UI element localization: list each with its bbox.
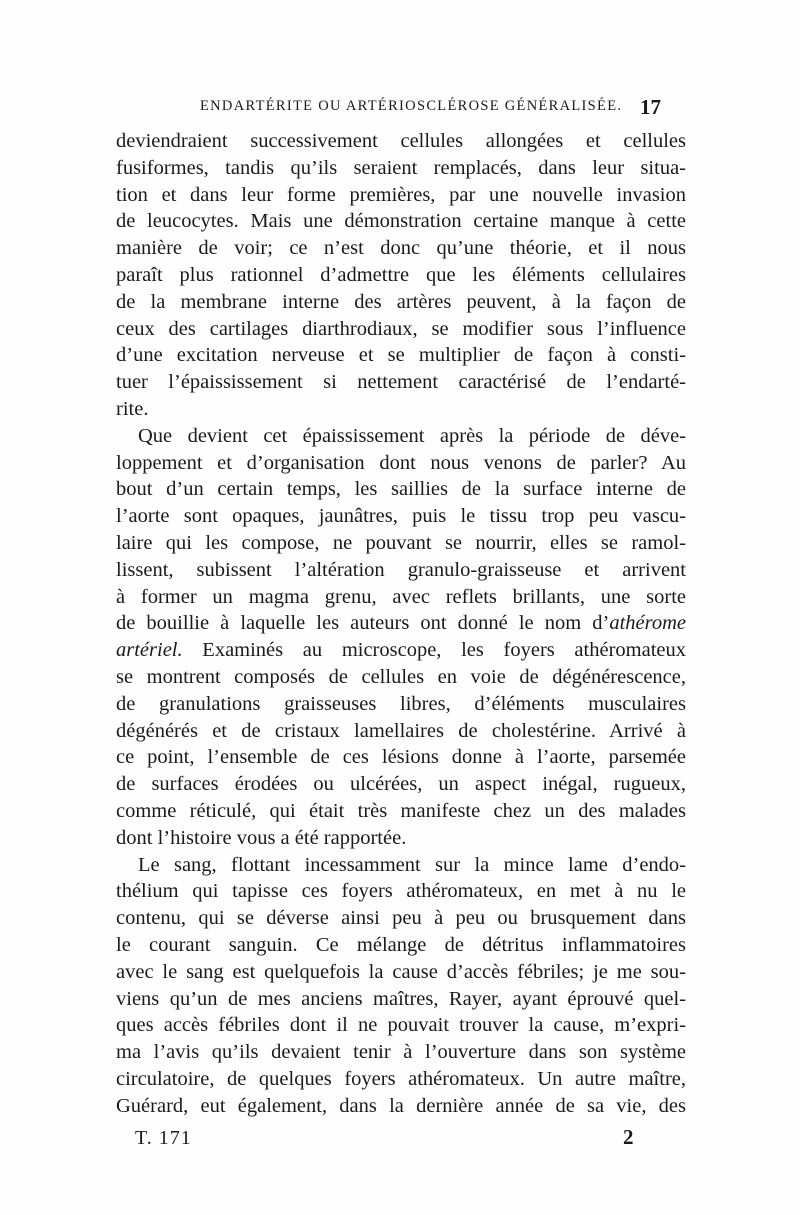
- line-text: le courant sanguin. Ce mélange de détritus inflammatoires: [116, 933, 686, 956]
- line-text: ques accès fébriles dont il ne pouvait trouver la cause, m’expri-: [116, 1014, 686, 1037]
- line-text: dont l’histoire vous a été rapportée.: [116, 826, 407, 849]
- text-line: [116, 396, 686, 423]
- text-line: [116, 1012, 686, 1039]
- text-line: [116, 771, 686, 798]
- text-line: [116, 664, 686, 691]
- text-line: [116, 584, 686, 611]
- line-text: tuer l’épaississement si nettement caractérisé de l’endarté-: [116, 371, 686, 394]
- text-line: [116, 718, 686, 745]
- line-text: de bouillie à laquelle les auteurs ont donné le nom d’: [116, 612, 610, 635]
- line-text: tion et dans leur forme premières, par une nouvelle invasion: [116, 183, 686, 206]
- text-line: [116, 450, 686, 477]
- line-text: deviendraient successivement cellules allongées et cellules: [116, 130, 686, 152]
- italic-term: artériel.: [116, 639, 183, 662]
- line-text: laire qui les compose, ne pouvant se nourrir, elles se ramol-: [116, 531, 686, 554]
- text-line: [116, 369, 686, 396]
- text-line: [116, 637, 686, 664]
- text-line: [116, 1066, 686, 1093]
- line-text: de leucocytes. Mais une démonstration certaine manque à cette: [116, 210, 686, 233]
- text-line: [116, 342, 686, 369]
- line-text: rite.: [116, 397, 149, 420]
- text-line: [116, 503, 686, 530]
- line-text: manière de voir; ce n’est donc qu’une théorie, et il nous: [116, 237, 686, 260]
- body-text: [116, 128, 686, 1119]
- text-line: [116, 423, 686, 450]
- text-line: [116, 476, 686, 503]
- line-text: loppement et d’organisation dont nous venons de parler? Au: [116, 451, 686, 474]
- line-text: lissent, subissent l’altération granulo-graisseuse et arrivent: [116, 558, 686, 581]
- line-text: paraît plus rationnel d’admettre que les éléments cellulaires: [116, 263, 686, 286]
- text-line: [116, 798, 686, 825]
- line-text: dégénérés et de cristaux lamellaires de cholestérine. Arrivé à: [116, 719, 686, 742]
- text-line: [116, 530, 686, 557]
- line-text: de granulations graisseuses libres, d’éléments musculaires: [116, 692, 686, 715]
- text-line: [116, 262, 686, 289]
- line-text: l’aorte sont opaques, jaunâtres, puis le tissu trop peu vascu-: [116, 505, 686, 528]
- line-text: de la membrane interne des artères peuvent, à la façon de: [116, 290, 686, 313]
- line-text: à former un magma grenu, avec reflets brillants, une sorte: [116, 585, 686, 608]
- line-text: comme réticulé, qui était très manifeste chez un des malades: [116, 799, 686, 822]
- text-line: [116, 235, 686, 262]
- text-line: [116, 744, 686, 771]
- text-line: [116, 691, 686, 718]
- italic-term: athérome: [609, 612, 686, 635]
- line-text: de surfaces érodées ou ulcérées, un aspect inégal, rugueux,: [116, 773, 686, 796]
- text-line: [116, 959, 686, 986]
- line-text: se montrent composés de cellules en voie de dégénérescence,: [116, 665, 686, 688]
- text-line: [116, 852, 686, 879]
- text-line: [116, 878, 686, 905]
- text-line: [116, 208, 686, 235]
- text-line: [116, 1039, 686, 1066]
- line-text: Guérard, eut également, dans la dernière année de sa vie, des: [116, 1094, 686, 1117]
- text-line: [116, 610, 686, 637]
- text-line: [116, 905, 686, 932]
- line-text: ce point, l’ensemble de ces lésions donne à l’aorte, parsemée: [116, 746, 686, 769]
- line-text: avec le sang est quelquefois la cause d’accès fébriles; je me sou-: [116, 960, 686, 983]
- printer-signature: T. 171: [135, 1127, 192, 1149]
- line-text: Le sang, flottant incessamment sur la mince lame d’endo-: [138, 853, 686, 876]
- line-text: d’une excitation nerveuse et se multiplier de façon à consti-: [116, 344, 686, 367]
- text-line: [116, 155, 686, 182]
- text-line: [116, 825, 686, 852]
- text-line: [116, 986, 686, 1013]
- line-text: fusiformes, tandis qu’ils seraient remplacés, dans leur situa-: [116, 156, 686, 179]
- text-line: [116, 128, 686, 155]
- line-text: circulatoire, de quelques foyers athéromateux. Un autre maître,: [116, 1067, 686, 1090]
- sheet-number: 2: [623, 1125, 634, 1149]
- text-line: [116, 289, 686, 316]
- text-line: [116, 932, 686, 959]
- line-text: bout d’un certain temps, les saillies de la surface interne de: [116, 478, 686, 501]
- line-text: Que devient cet épaississement après la période de déve-: [138, 424, 686, 447]
- running-head: ENDARTÉRITE OU ARTÉRIOSCLÉROSE GÉNÉRALISÉE.: [200, 98, 623, 114]
- page-number: 17: [640, 95, 661, 119]
- text-line: [116, 1093, 686, 1120]
- line-text: ceux des cartilages diarthrodiaux, se modifier sous l’influence: [116, 317, 686, 340]
- line-text-rest: Examinés au microscope, les foyers athéromateux: [182, 639, 686, 662]
- text-line: [116, 316, 686, 343]
- text-line: [116, 182, 686, 209]
- line-text: contenu, qui se déverse ainsi peu à peu ou brusquement dans: [116, 907, 686, 930]
- line-text: thélium qui tapisse ces foyers athéromateux, en met à nu le: [116, 880, 686, 903]
- line-text: ma l’avis qu’ils devaient tenir à l’ouverture dans son système: [116, 1041, 686, 1064]
- text-line: [116, 557, 686, 584]
- line-text: viens qu’un de mes anciens maîtres, Rayer, ayant éprouvé quel-: [116, 987, 686, 1010]
